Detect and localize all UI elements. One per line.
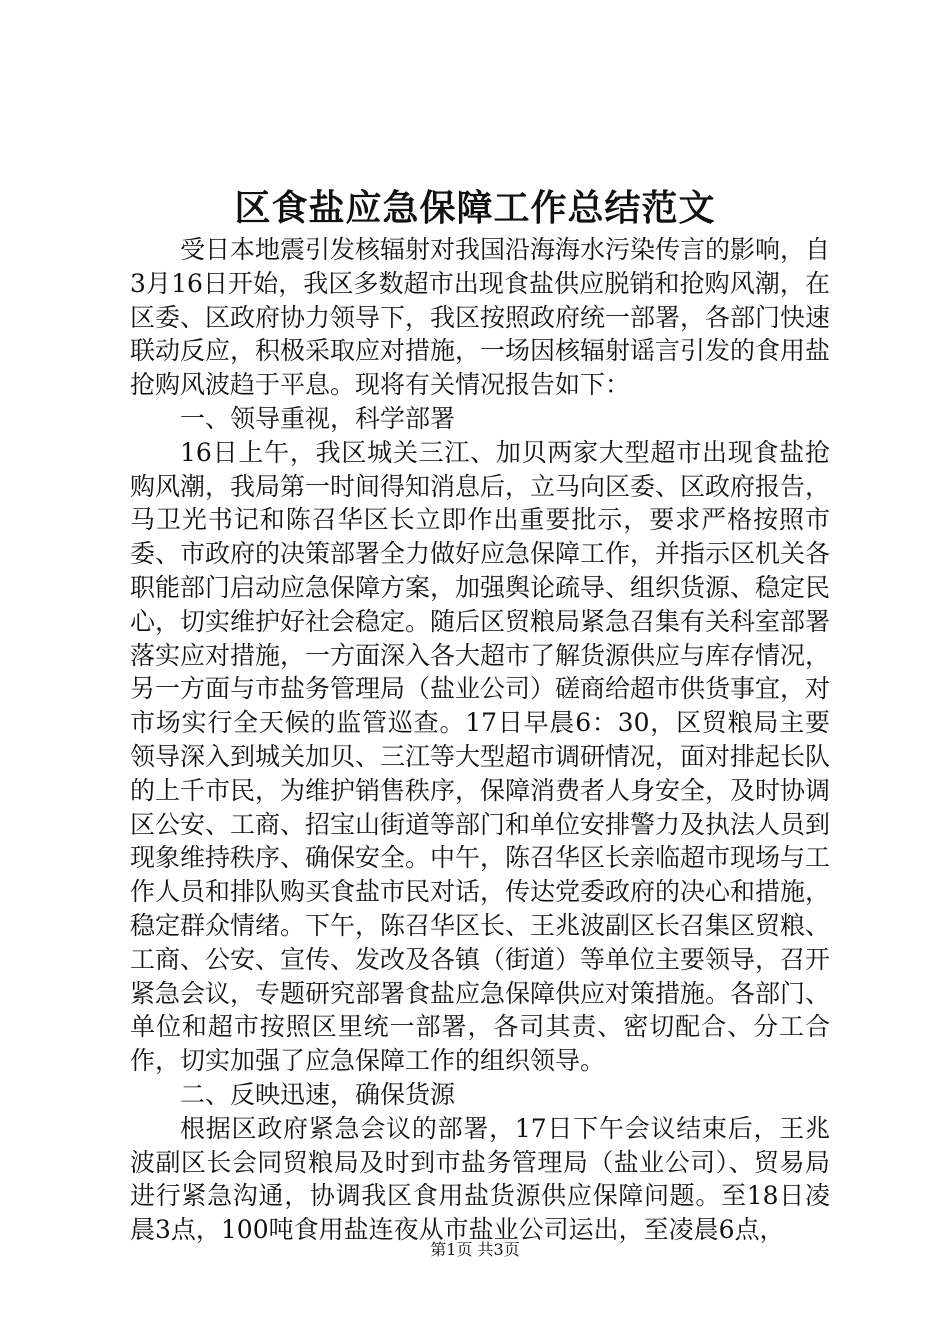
- section-2-paragraph: 根据区政府紧急会议的部署，17日下午会议结束后，王兆波副区长会同贸粮局及时到市盐务管理局（盐业公司）、贸易局进行紧急沟通，协调我区食用盐货源供应保障问题。至18日凌晨3点，100吨食用盐连夜从市盐业公司运出，至凌晨6点，: [130, 1113, 830, 1245]
- section-1-paragraph: 16日上午，我区城关三江、加贝两家大型超市出现食盐抢购风潮，我局第一时间得知消息后，立马向区委、区政府报告，马卫光书记和陈召华区长立即作出重要批示，要求严格按照市委、市政府的决策部署全力做好应急保障工作，并指示区机关各职能部门启动应急保障方案，加强舆论疏导、组织货源、稳定民心，切实维护好社会稳定。随后区贸粮局紧急召集有关科室部署落实应对措施，一方面深入各大超市了解货源供应与库存情况，另一方面与市盐务管理局（盐业公司）磋商给超市供货事宜，对市场实行全天候的监管巡查。17日早晨6：30，区贸粮局主要领导深入到城关加贝、三江等大型超市调研情况，面对排起长队的上千市民，为维护销售秩序，保障消费者人身安全，及时协调区公安、工商、招宝山街道等部门和单位安排警力及执法人员到现象维持秩序、确保安全。中午，陈召华区长亲临超市现场与工作人员和排队购买食盐市民对话，传达党委政府的决心和措施，稳定群众情绪。下午，陈召华区长、王兆波副区长召集区贸粮、工商、公安、宣传、发改及各镇（街道）等单位主要领导，召开紧急会议，专题研究部署食盐应急保障供应对策措施。各部门、单位和超市按照区里统一部署，各司其责、密切配合、分工合作，切实加强了应急保障工作的组织领导。: [130, 437, 831, 1076]
- document-title: 区食盐应急保障工作总结范文: [234, 187, 716, 229]
- intro-paragraph: 受日本地震引发核辐射对我国沿海海水污染传言的影响，自3月16日开始，我区多数超市出现食盐供应脱销和抢购风潮，在区委、区政府协力领导下，我区按照政府统一部署，各部门快速联动反应，积极采取应对措施，一场因核辐射谣言引发的食用盐抢购风波趋于平息。现将有关情况报告如下：: [130, 235, 831, 400]
- section-heading-2: 二、反映迅速，确保货源: [180, 1079, 456, 1109]
- page-footer: 第1页 共3页: [430, 1240, 520, 1259]
- document-body: [130, 233, 830, 1247]
- section-heading-1: 一、领导重视，科学部署: [180, 403, 456, 433]
